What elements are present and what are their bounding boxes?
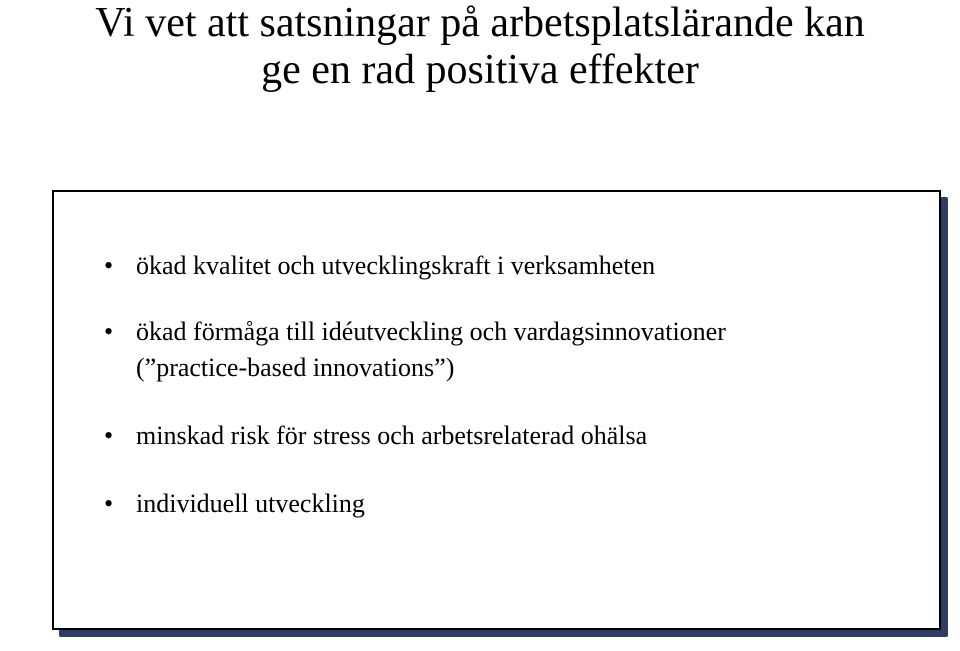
bullet-dot-icon: • <box>104 489 114 518</box>
bullet-item <box>104 486 924 522</box>
bullet-text: individuell utveckling <box>136 489 365 518</box>
bullet-text: ökad kvalitet och utvecklingskraft i verksamheten <box>136 251 656 280</box>
slide-title <box>0 0 960 94</box>
bullet-item <box>104 418 924 454</box>
bullet-text: ökad förmåga till idéutveckling och vardagsinnovationer <box>136 317 726 346</box>
bullet-dot-icon: • <box>104 317 114 346</box>
title-line-1: Vi vet att satsningar på arbetsplatslärande kan <box>95 0 865 46</box>
content-box <box>52 190 941 630</box>
bullet-dot-icon: • <box>104 251 114 280</box>
title-line-2: ge en rad positiva effekter <box>261 47 699 94</box>
bullet-text: minskad risk för stress och arbetsrelaterad ohälsa <box>136 421 648 450</box>
bullet-item <box>104 248 924 284</box>
bullet-dot-icon: • <box>104 421 114 450</box>
bullet-list <box>104 248 924 522</box>
bullet-item <box>104 314 924 386</box>
bullet-text-continuation: (”practice-based innovations”) <box>136 353 455 382</box>
